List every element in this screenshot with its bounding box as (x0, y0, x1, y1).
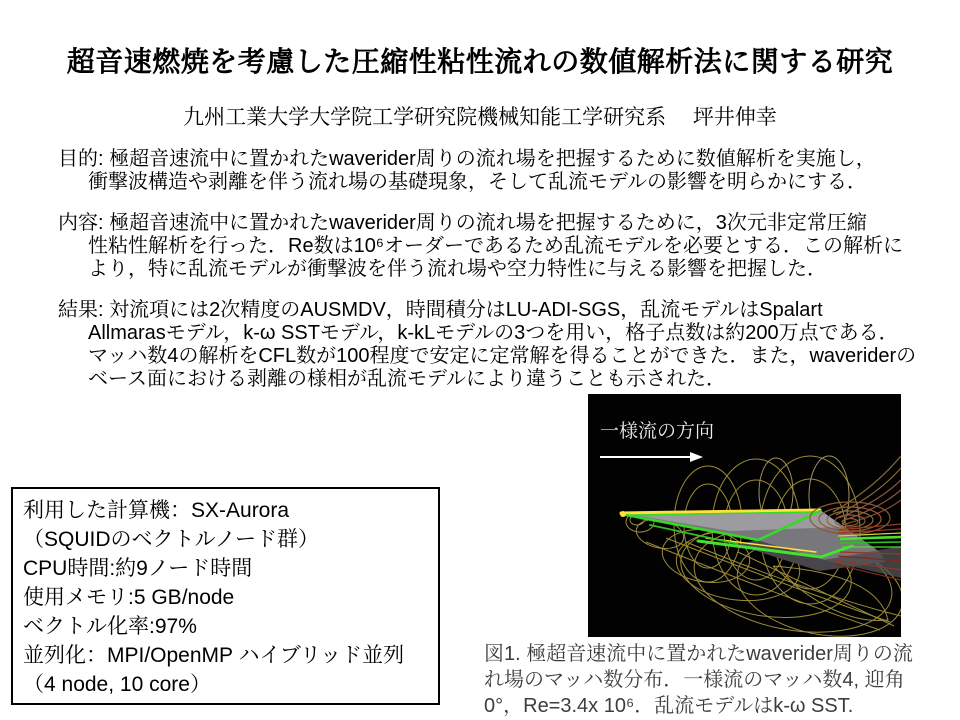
text-line: 目的: 極超音速流中に置かれたwaverider周りの流れ場を把握するために数値解析を実施し， (58, 148, 876, 170)
slide-subtitle: 九州工業大学大学院工学研究院機械知能工学研究系 坪井伸幸 (183, 106, 777, 129)
paragraph-results (58, 299, 948, 391)
flow-direction-label: 一様流の方向 (600, 421, 715, 442)
text-line: ベース面における剥離の様相が乱流モデルにより違うことも示された． (88, 368, 726, 390)
text-line: 内容: 極超音速流中に置かれたwaverider周りの流れ場を把握するために，3次元非定常圧縮 (58, 212, 867, 234)
compute-info-line: （SQUIDのベクトルノード群） (23, 528, 320, 551)
caption-line: れ場のマッハ数分布．一様流のマッハ数4, 迎角 (484, 669, 905, 691)
paragraph-content (58, 212, 948, 281)
paragraph-purpose (58, 148, 948, 194)
text-line: マッハ数4の解析をCFL数が100程度で安定に定常解を得ることができた．また，waveriderの (88, 345, 917, 367)
caption-line: 0°，Re=3.4x 10⁶．乱流モデルはk-ω SST. (484, 695, 854, 717)
compute-info-line: CPU時間:約9ノード時間 (23, 557, 253, 580)
figure-caption (484, 641, 960, 719)
text-line: Allmarasモデル，k-ω SSTモデル，k-kLモデルの3つを用い，格子点数は約200万点である． (88, 322, 899, 344)
text-line: 衝撃波構造や剥離を伴う流れ場の基礎現象，そして乱流モデルの影響を明らかにする． (88, 171, 867, 193)
text-line: より，特に乱流モデルが衝撃波を伴う流れ場や空力特性に与える影響を把握した． (88, 258, 827, 280)
abstract-text (58, 148, 948, 409)
text-line: 性粘性解析を行った．Re数は10⁶オーダーであるため乱流モデルを必要とする．この解析に (88, 235, 904, 257)
compute-info-box (11, 487, 440, 705)
compute-info-line: 利用した計算機：SX-Aurora (23, 499, 290, 522)
compute-info-line: 並列化：MPI/OpenMP ハイブリッド並列 (23, 644, 405, 667)
compute-info-line: ベクトル化率:97% (23, 615, 197, 638)
compute-info-line: 使用メモリ:5 GB/node (23, 586, 235, 609)
cfd-figure (588, 394, 901, 637)
compute-info-line: （4 node, 10 core） (23, 673, 211, 696)
slide-title: 超音速燃焼を考慮した圧縮性粘性流れの数値解析法に関する研究 (66, 46, 894, 77)
cfd-visualization (588, 394, 901, 637)
text-line: 結果: 対流項には2次精度のAUSMDV，時間積分はLU-ADI-SGS，乱流モデルはSpalart (58, 299, 823, 321)
caption-line: 図1. 極超音速流中に置かれたwaverider周りの流 (484, 643, 913, 665)
